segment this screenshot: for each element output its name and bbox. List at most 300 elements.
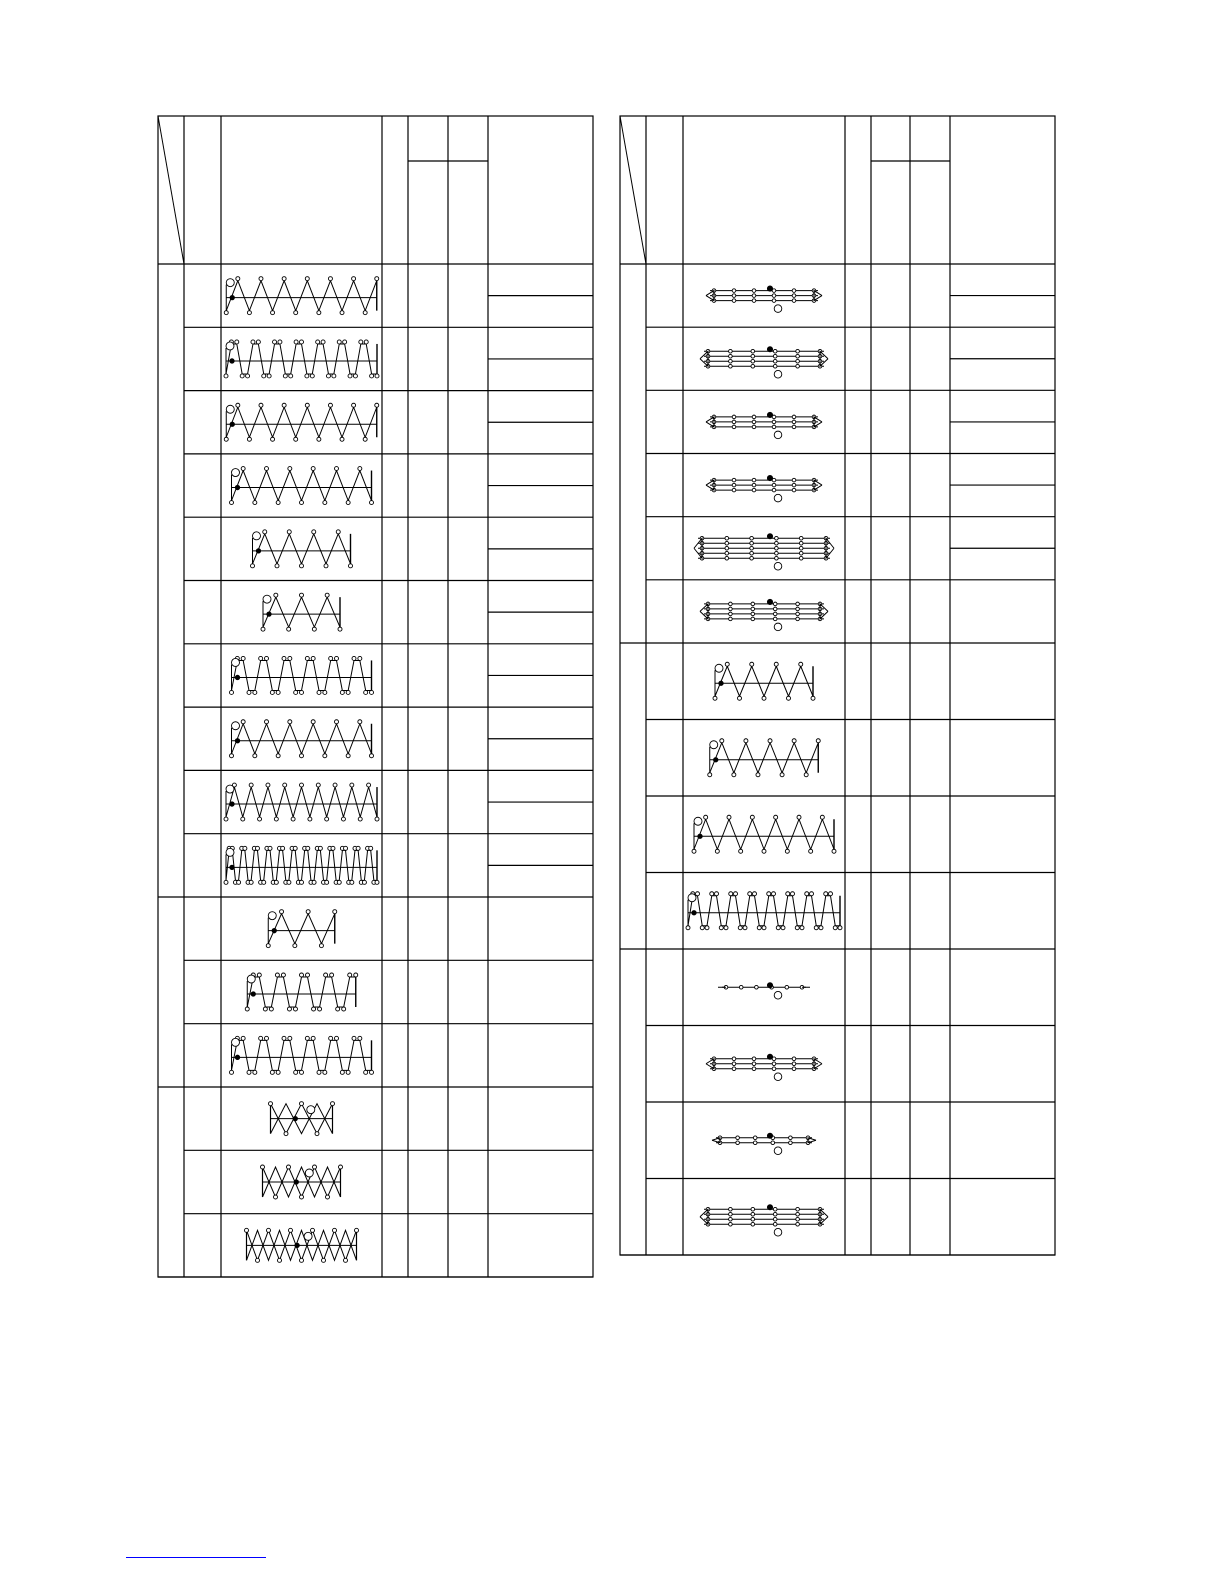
stitch-point xyxy=(340,1070,344,1074)
stitch-pattern-icon xyxy=(261,1165,343,1199)
stitch-pattern-icon xyxy=(700,1205,828,1236)
stitch-point xyxy=(325,593,329,597)
stitch-point xyxy=(810,892,814,896)
pattern-row xyxy=(646,347,1055,391)
stitch-pattern-icon xyxy=(694,534,834,570)
stitch-pattern-icon xyxy=(224,340,379,378)
stitch-point xyxy=(358,1036,362,1040)
stitch-point xyxy=(265,467,269,471)
stitch-point xyxy=(257,973,261,977)
stitch-point xyxy=(352,1036,356,1040)
stitch-point xyxy=(792,420,796,424)
stitch-point xyxy=(275,973,279,977)
stitch-point xyxy=(245,1007,249,1011)
stitch-point xyxy=(337,340,341,344)
stitch-point xyxy=(772,488,776,492)
stitch-point xyxy=(346,1070,350,1074)
stitch-point xyxy=(792,1062,796,1066)
stitch-point xyxy=(319,944,323,948)
pattern-row xyxy=(646,739,1055,796)
stitch-point xyxy=(308,817,312,821)
stitch-point xyxy=(311,1036,315,1040)
stitch-point xyxy=(796,1217,800,1221)
stitch-point xyxy=(752,420,756,424)
stitch-point xyxy=(736,1136,740,1140)
stitch-point xyxy=(767,1133,772,1138)
stitch-point xyxy=(696,892,700,896)
stitch-pattern-icon xyxy=(230,467,374,505)
stitch-point xyxy=(715,892,719,896)
stitch-point xyxy=(710,741,718,749)
stitch-point xyxy=(224,311,228,315)
stitch-point xyxy=(263,1007,267,1011)
stitch-point xyxy=(750,536,754,540)
stitch-point xyxy=(375,277,379,281)
stitch-point xyxy=(241,656,245,660)
stitch-point xyxy=(796,612,800,616)
zigzag-path xyxy=(226,281,377,311)
stitch-point xyxy=(725,556,729,560)
stitch-point xyxy=(375,880,379,884)
stitch-point xyxy=(750,546,754,550)
stitch-point xyxy=(232,658,240,666)
stitch-point xyxy=(323,501,327,505)
stitch-point xyxy=(226,785,234,793)
stitch-point xyxy=(259,656,263,660)
stitch-point xyxy=(719,681,723,685)
stitch-point xyxy=(240,374,244,378)
pattern-row xyxy=(646,815,1055,872)
stitch-point xyxy=(772,420,776,424)
stitch-point xyxy=(367,783,371,787)
stitch-point xyxy=(796,1222,800,1226)
stitch-point xyxy=(738,926,742,930)
stitch-point xyxy=(306,846,310,850)
stitch-point xyxy=(350,880,354,884)
stitch-point xyxy=(307,1106,315,1114)
stitch-point xyxy=(324,564,328,568)
pattern-row xyxy=(646,412,1055,453)
stitch-point xyxy=(274,817,278,821)
stitch-point xyxy=(247,311,251,315)
stitch-point xyxy=(344,846,348,850)
zigzag-path xyxy=(688,896,840,926)
stitch-point xyxy=(258,817,262,821)
stitch-point xyxy=(341,817,345,821)
stitch-point xyxy=(256,340,260,344)
stitch-point xyxy=(729,612,733,616)
pattern-row xyxy=(646,534,1055,580)
end-taper xyxy=(820,1209,828,1224)
stitch-point xyxy=(732,294,736,298)
stitch-point xyxy=(282,656,286,660)
stitch-point xyxy=(282,277,286,281)
stitch-point xyxy=(328,277,332,281)
zigzag-path xyxy=(232,724,372,754)
stitch-point xyxy=(338,627,342,631)
stitch-point xyxy=(263,595,271,603)
stitch-point xyxy=(772,299,776,303)
pattern-row xyxy=(184,467,593,518)
stitch-point xyxy=(824,892,828,896)
stitch-point xyxy=(312,530,316,534)
stitch-point xyxy=(269,1007,273,1011)
stitch-point xyxy=(293,944,297,948)
stitch-pattern-icon xyxy=(700,599,828,630)
stitch-point xyxy=(792,483,796,487)
stitch-point xyxy=(358,720,362,724)
zigzag-path xyxy=(226,850,377,880)
stitch-point xyxy=(786,892,790,896)
stitch-point xyxy=(814,926,818,930)
pattern-row xyxy=(184,656,593,707)
stitch-point xyxy=(343,340,347,344)
stitch-point xyxy=(774,370,782,378)
stitch-point xyxy=(708,773,712,777)
stitch-point xyxy=(809,849,813,853)
stitch-point xyxy=(796,617,800,621)
stitch-point xyxy=(267,612,271,616)
stitch-point xyxy=(363,437,367,441)
left-table xyxy=(158,116,593,1277)
stitch-point xyxy=(752,478,756,482)
stitch-point xyxy=(291,817,295,821)
stitch-point xyxy=(694,817,702,825)
stitch-point xyxy=(230,422,234,426)
stitch-point xyxy=(305,277,309,281)
stitch-point xyxy=(762,849,766,853)
stitch-point xyxy=(732,478,736,482)
stitch-point xyxy=(704,815,708,819)
stitch-point xyxy=(268,912,276,920)
stitch-point xyxy=(331,1102,335,1106)
stitch-point xyxy=(739,849,743,853)
stitch-point xyxy=(796,359,800,363)
header-diagonal xyxy=(620,116,646,264)
stitch-point xyxy=(337,880,341,884)
stitch-point xyxy=(370,754,374,758)
stitch-point xyxy=(230,690,234,694)
stitch-point xyxy=(732,483,736,487)
stitch-point xyxy=(774,991,782,999)
stitch-point xyxy=(799,662,803,666)
stitch-pattern-icon xyxy=(261,593,342,631)
stitch-point xyxy=(266,944,270,948)
stitch-point xyxy=(340,690,344,694)
stitch-point xyxy=(370,1070,374,1074)
stitch-point xyxy=(738,696,742,700)
stitch-point xyxy=(732,488,736,492)
stitch-point xyxy=(773,602,777,606)
stitch-point xyxy=(752,289,756,293)
stitch-point xyxy=(774,305,782,313)
pattern-row xyxy=(700,599,828,630)
stitch-point xyxy=(255,846,259,850)
stitch-point xyxy=(714,758,718,762)
stitch-point xyxy=(311,1228,315,1232)
stitch-point xyxy=(262,374,266,378)
start-taper xyxy=(700,351,708,366)
stitch-point xyxy=(333,783,337,787)
stitch-point xyxy=(772,425,776,429)
stitch-point xyxy=(235,675,239,679)
stitch-point xyxy=(752,1057,756,1061)
stitch-point xyxy=(230,754,234,758)
stitch-point xyxy=(331,846,335,850)
stitch-point xyxy=(283,374,287,378)
stitch-point xyxy=(752,1067,756,1071)
stitch-point xyxy=(276,1070,280,1074)
stitch-point xyxy=(833,926,837,930)
stitch-point xyxy=(300,880,304,884)
pattern-row xyxy=(646,983,1055,1026)
start-taper xyxy=(712,1138,720,1143)
stitch-point xyxy=(799,551,803,555)
stitch-point xyxy=(792,1067,796,1071)
stitch-point xyxy=(281,846,285,850)
stitch-point xyxy=(751,1207,755,1211)
stitch-pattern-icon xyxy=(251,530,353,568)
stitch-point xyxy=(350,783,354,787)
stitch-point xyxy=(724,926,728,930)
stitch-point xyxy=(736,1141,740,1145)
stitch-point xyxy=(720,739,724,743)
pattern-row xyxy=(646,1133,1055,1178)
stitch-point xyxy=(294,1070,298,1074)
stitch-point xyxy=(318,846,322,850)
stitch-point xyxy=(325,880,329,884)
stitch-point xyxy=(729,607,733,611)
stitch-point xyxy=(796,364,800,368)
stitch-point xyxy=(300,1070,304,1074)
stitch-point xyxy=(235,485,239,489)
stitch-point xyxy=(773,1222,777,1226)
stitch-point xyxy=(287,1007,291,1011)
stitch-point xyxy=(775,541,779,545)
stitch-point xyxy=(273,340,277,344)
stitch-pattern-icon xyxy=(245,1228,359,1262)
stitch-point xyxy=(750,815,754,819)
stitch-point xyxy=(799,556,803,560)
stitch-point xyxy=(261,627,265,631)
stitch-pattern-icon xyxy=(224,403,379,441)
stitch-point xyxy=(312,1007,316,1011)
stitch-point xyxy=(768,739,772,743)
stitch-point xyxy=(773,612,777,616)
stitch-pattern-icon xyxy=(230,720,374,758)
stitch-point xyxy=(748,892,752,896)
stitch-point xyxy=(241,720,245,724)
stitch-point xyxy=(725,541,729,545)
stitch-point xyxy=(725,546,729,550)
stitch-point xyxy=(288,467,292,471)
stitch-point xyxy=(236,277,240,281)
stitch-point xyxy=(230,501,234,505)
stitch-point xyxy=(271,437,275,441)
stitch-point xyxy=(743,926,747,930)
stitch-point xyxy=(312,627,316,631)
stitch-point xyxy=(274,593,278,597)
stitch-point xyxy=(729,1217,733,1221)
stitch-point xyxy=(789,1136,793,1140)
stitch-point xyxy=(289,1228,293,1232)
stitch-point xyxy=(294,690,298,694)
stitch-point xyxy=(755,985,759,989)
stitch-point xyxy=(767,412,772,417)
stitch-point xyxy=(732,1057,736,1061)
zigzag-path xyxy=(232,471,372,501)
stitch-point xyxy=(241,467,245,471)
stitch-point xyxy=(311,467,315,471)
stitch-point xyxy=(287,627,291,631)
stitch-point xyxy=(263,530,267,534)
stitch-point xyxy=(300,501,304,505)
stitch-point xyxy=(774,1073,782,1081)
stitch-point xyxy=(306,973,310,977)
stitch-point xyxy=(300,690,304,694)
stitch-point xyxy=(705,926,709,930)
stitch-point xyxy=(773,359,777,363)
stitch-point xyxy=(243,846,247,850)
stitch-point xyxy=(751,1217,755,1221)
end-taper xyxy=(820,351,828,366)
stitch-point xyxy=(323,754,327,758)
stitch-point xyxy=(300,1102,304,1106)
stitch-point xyxy=(750,551,754,555)
stitch-point xyxy=(752,415,756,419)
stitch-point xyxy=(692,911,696,915)
stitch-point xyxy=(774,815,778,819)
stitch-point xyxy=(300,1258,304,1262)
stitch-point xyxy=(789,1141,793,1145)
stitch-point xyxy=(816,739,820,743)
pattern-row xyxy=(646,1054,1055,1102)
stitch-point xyxy=(805,892,809,896)
stitch-point xyxy=(300,754,304,758)
stitch-point xyxy=(304,1232,312,1240)
stitch-point xyxy=(241,1036,245,1040)
stitch-point xyxy=(792,739,796,743)
stitch-point xyxy=(780,773,784,777)
stitch-point xyxy=(750,541,754,545)
stitch-point xyxy=(820,815,824,819)
zigzag-path xyxy=(253,534,351,564)
stitch-point xyxy=(734,892,738,896)
pattern-row xyxy=(184,1102,593,1151)
stitch-point xyxy=(241,817,245,821)
stitch-point xyxy=(796,349,800,353)
stitch-point xyxy=(772,1062,776,1066)
stitch-point xyxy=(729,1207,733,1211)
stitch-point xyxy=(300,1195,304,1199)
stitch-point xyxy=(773,617,777,621)
pattern-row xyxy=(184,530,593,581)
stitch-point xyxy=(349,564,353,568)
header-diagonal xyxy=(158,116,184,264)
stitch-point xyxy=(359,340,363,344)
zigzag-path xyxy=(268,914,335,944)
stitch-point xyxy=(370,690,374,694)
stitch-point xyxy=(300,973,304,977)
stitch-point xyxy=(352,656,356,660)
stitch-point xyxy=(316,340,320,344)
stitch-point xyxy=(265,656,269,660)
stitch-point xyxy=(274,1195,278,1199)
stitch-point xyxy=(792,488,796,492)
stitch-point xyxy=(773,1207,777,1211)
stitch-point xyxy=(796,354,800,358)
pattern-row xyxy=(184,277,593,328)
stitch-pattern-icon xyxy=(230,656,374,694)
stitch-point xyxy=(363,311,367,315)
stitch-point xyxy=(335,1036,339,1040)
stitch-point xyxy=(282,403,286,407)
stitch-point xyxy=(295,1243,299,1247)
stitch-point xyxy=(729,349,733,353)
stitch-point xyxy=(792,478,796,482)
stitch-point xyxy=(753,1136,757,1140)
stitch-point xyxy=(751,364,755,368)
stitch-point xyxy=(767,534,772,539)
stitch-point xyxy=(362,880,366,884)
stitch-point xyxy=(305,1036,309,1040)
stitch-point xyxy=(259,277,263,281)
stitch-point xyxy=(272,928,276,932)
stitch-point xyxy=(342,1007,346,1011)
pattern-row xyxy=(184,720,593,771)
stitch-point xyxy=(739,985,743,989)
stitch-point xyxy=(253,1070,257,1074)
pattern-row xyxy=(184,910,593,961)
stitch-point xyxy=(767,475,772,480)
stitch-point xyxy=(369,846,373,850)
stitch-point xyxy=(271,311,275,315)
stitch-point xyxy=(792,299,796,303)
stitch-point xyxy=(249,880,253,884)
stitch-point xyxy=(713,696,717,700)
stitch-point xyxy=(792,289,796,293)
stitch-pattern-icon xyxy=(706,286,822,312)
stitch-point xyxy=(752,488,756,492)
stitch-point xyxy=(284,1132,288,1136)
stitch-point xyxy=(774,431,782,439)
stitch-point xyxy=(352,403,356,407)
stitch-pattern-icon xyxy=(245,973,358,1011)
stitch-point xyxy=(370,501,374,505)
stitch-point xyxy=(775,551,779,555)
stitch-point xyxy=(791,892,795,896)
stitch-point xyxy=(751,359,755,363)
stitch-point xyxy=(776,926,780,930)
stitch-point xyxy=(370,374,374,378)
stitch-point xyxy=(246,374,250,378)
stitch-point xyxy=(232,469,240,477)
stitch-point xyxy=(253,532,261,540)
pattern-row xyxy=(700,1205,828,1236)
stitch-pattern-icon xyxy=(700,347,828,378)
stitch-point xyxy=(294,1180,298,1184)
stitch-point xyxy=(226,279,234,287)
stitch-point xyxy=(772,483,776,487)
stitch-point xyxy=(729,1212,733,1216)
stitch-point xyxy=(333,1228,337,1232)
stitch-point xyxy=(774,562,782,570)
stitch-point xyxy=(744,739,748,743)
stitch-pattern-icon xyxy=(706,412,822,438)
stitch-point xyxy=(266,783,270,787)
stitch-point xyxy=(269,1102,273,1106)
stitch-point xyxy=(796,1212,800,1216)
